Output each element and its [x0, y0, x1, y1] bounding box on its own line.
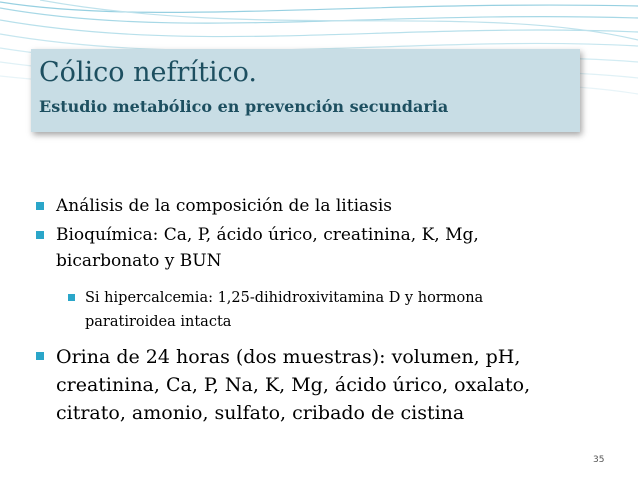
square-bullet-icon — [36, 352, 44, 360]
square-bullet-icon — [36, 231, 44, 239]
slide-title: Cólico nefrítico. — [39, 57, 258, 88]
slide-subtitle: Estudio metabólico en prevención secundaria — [39, 97, 449, 116]
square-bullet-icon — [68, 294, 75, 301]
bullet-text-line: Orina de 24 horas (dos muestras): volumen, pH, — [56, 346, 521, 368]
bullet-text — [85, 286, 625, 334]
square-bullet-icon — [36, 202, 44, 210]
bullet-text — [56, 222, 596, 274]
bullet-text-line: citrato, amonio, sulfato, cribado de cistina — [56, 402, 465, 424]
bullet-text-line: Bioquímica: Ca, P, ácido úrico, creatinina, K, Mg, — [56, 225, 479, 245]
page-number: 35 — [593, 455, 605, 465]
bullet-text-line: paratiroidea intacta — [85, 314, 232, 330]
title-box — [31, 49, 580, 132]
bullet-text — [56, 343, 616, 427]
bullet-text-line: creatinina, Ca, P, Na, K, Mg, ácido úrico, oxalato, — [56, 374, 531, 396]
bullet-text-line: Si hipercalcemia: 1,25-dihidroxivitamina D y hormona — [85, 290, 484, 306]
bullet-text: Análisis de la composición de la litiasis — [56, 196, 393, 216]
bullet-text-line: bicarbonato y BUN — [56, 251, 222, 271]
